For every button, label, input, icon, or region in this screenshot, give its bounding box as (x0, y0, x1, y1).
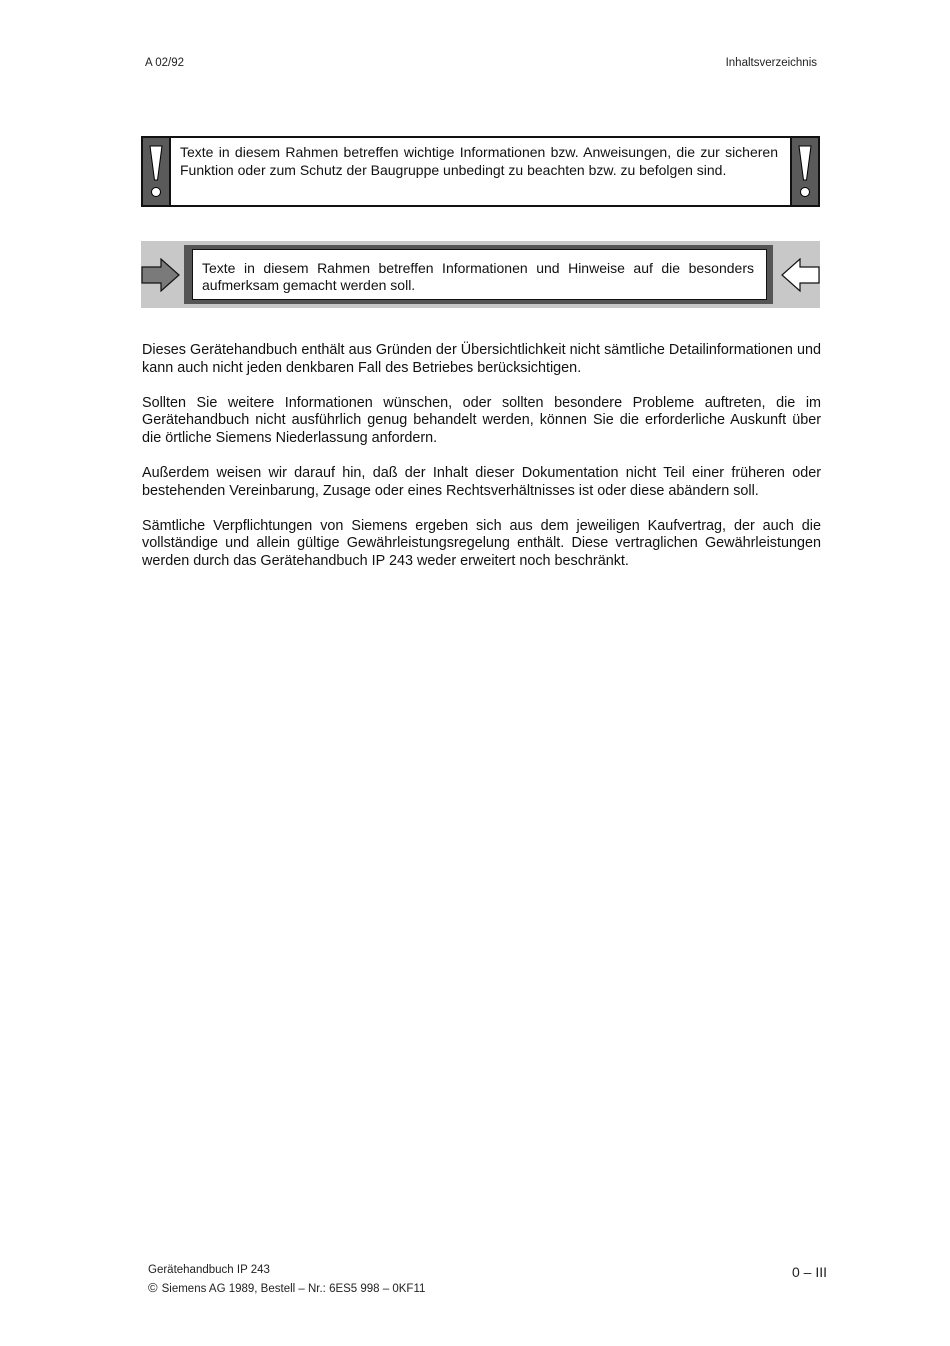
footer-manual-title: Gerätehandbuch IP 243 (148, 1264, 270, 1276)
warning-icon-left (143, 138, 171, 205)
footer-info (148, 1261, 425, 1298)
footer-copyright-line (148, 1279, 425, 1298)
paragraph: Außerdem weisen wir darauf hin, daß der Inhalt dieser Dokumentation nicht Teil einer früheren oder bestehenden Vereinbarung, Zusage oder eines Rechtsverhältnisses ist oder diese abändern soll. (142, 464, 821, 499)
header-section-title: Inhaltsverzeichnis (725, 57, 817, 69)
header-revision: A 02/92 (145, 57, 185, 69)
arrow-right-icon (141, 258, 181, 292)
note-frame (184, 245, 773, 304)
exclamation-icon (147, 142, 165, 202)
warning-text: Texte in diesem Rahmen betreffen wichtige Informationen bzw. Anweisungen, die zur sicheren Funktion oder zum Schutz der Baugruppe unbedingt zu beachten bzw. zu befolgen sind. (180, 144, 778, 178)
copyright-icon: © (148, 1280, 158, 1295)
paragraph: Dieses Gerätehandbuch enthält aus Gründen der Übersichtlichkeit nicht sämtliche Detailinformationen und kann auch nicht jeden denkbaren Fall des Betriebes berücksichtigen. (142, 342, 821, 376)
page-number: 0 – III (791, 1264, 827, 1280)
paragraph: Sollten Sie weitere Informationen wünschen, oder sollten besondere Probleme auftreten, die im Gerätehandbuch nicht ausführlich genug behandelt werden, können Sie die erforderliche Auskunft über die örtliche Siemens Niederlassung anfordern. (142, 394, 821, 447)
warning-icon-right (790, 138, 818, 205)
arrow-left-icon (780, 258, 820, 292)
note-box (141, 241, 820, 308)
body-text (142, 342, 821, 588)
paragraph: Sämtliche Verpflichtungen von Siemens ergeben sich aus dem jeweiligen Kaufvertrag, der auch die vollständige und allein gültige Gewährleistungsregelung enthält. Diese vertraglichen Gewährleistungen werden durch das Gerätehandbuch IP 243 weder erweitert noch beschränkt. (142, 517, 821, 570)
footer-copyright: Siemens AG 1989, Bestell – Nr.: 6ES5 998 – 0KF11 (161, 1283, 426, 1295)
note-text: Texte in diesem Rahmen betreffen Informationen und Hinweise auf die besonders aufmerksam gemacht werden soll. (202, 260, 754, 293)
warning-box (141, 136, 820, 207)
exclamation-icon (796, 142, 814, 202)
note-inner (192, 249, 767, 300)
